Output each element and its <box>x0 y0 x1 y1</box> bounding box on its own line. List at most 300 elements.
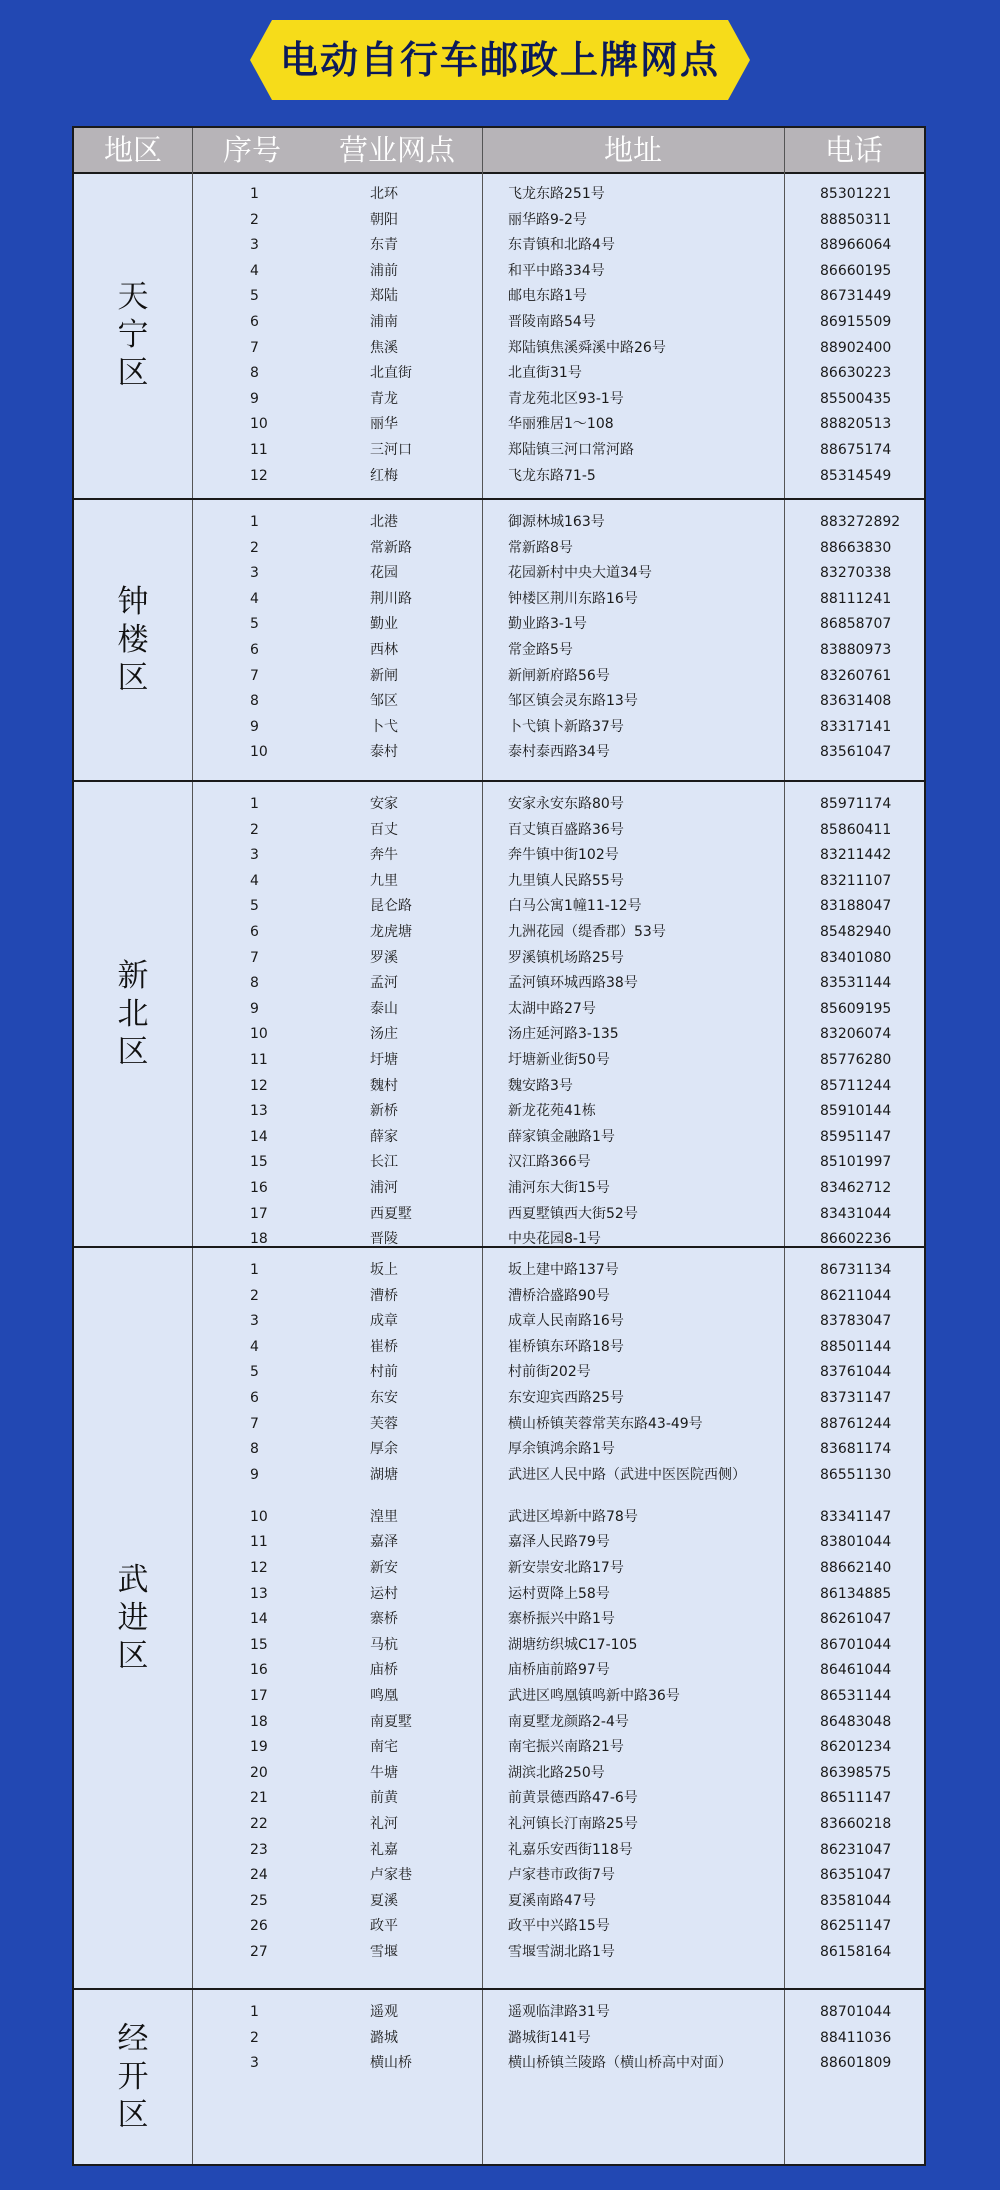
title-banner <box>250 20 750 100</box>
row-seq: 5 <box>250 898 259 915</box>
row-seq: 3 <box>250 1313 259 1330</box>
row-outlet: 芙蓉 <box>370 1415 398 1432</box>
row-address: 浦河东大街15号 <box>508 1180 610 1196</box>
row-address: 礼河镇长汀南路25号 <box>508 1816 638 1832</box>
row-seq: 2 <box>250 821 259 838</box>
row-outlet: 龙虎塘 <box>370 924 412 940</box>
row-phone: 88663830 <box>820 539 892 556</box>
header-address: 地址 <box>603 133 662 167</box>
row-seq: 22 <box>250 1816 268 1832</box>
row-phone: 85301221 <box>820 186 892 202</box>
table-row <box>74 689 924 714</box>
row-phone: 88675174 <box>820 442 892 458</box>
table-row <box>74 1658 924 1683</box>
table-row <box>74 1099 924 1124</box>
row-phone: 86461044 <box>820 1662 892 1679</box>
table-row <box>74 1761 924 1786</box>
table-row <box>74 664 924 689</box>
row-phone: 83206074 <box>820 1026 892 1043</box>
row-address: 百丈镇百盛路36号 <box>508 821 624 838</box>
row-phone: 85711244 <box>820 1077 892 1094</box>
row-seq: 27 <box>250 1944 268 1960</box>
row-outlet: 浦前 <box>370 262 398 279</box>
row-phone: 83880973 <box>820 642 892 658</box>
row-address: 九里镇人民路55号 <box>508 872 624 889</box>
district-section <box>74 1248 924 1990</box>
row-outlet: 前黄 <box>370 1790 398 1807</box>
row-phone: 86531144 <box>820 1688 892 1704</box>
row-phone: 86660195 <box>820 262 892 279</box>
row-seq: 14 <box>250 1128 268 1145</box>
row-address: 九洲花园（缇香郡）53号 <box>508 924 666 940</box>
row-phone: 86483048 <box>820 1713 892 1730</box>
row-outlet: 邹区 <box>370 693 398 710</box>
table-row <box>74 1530 924 1555</box>
row-seq: 20 <box>250 1764 268 1781</box>
row-outlet: 遥观 <box>370 2004 398 2020</box>
row-seq: 16 <box>250 1662 268 1679</box>
row-seq: 13 <box>250 1585 268 1602</box>
row-phone: 86602236 <box>820 1231 892 1248</box>
row-seq: 1 <box>250 1262 259 1278</box>
row-address: 村前街202号 <box>508 1364 591 1381</box>
row-address: 运村贾降上58号 <box>508 1585 610 1602</box>
table-row <box>74 510 924 535</box>
table-row <box>74 438 924 463</box>
row-phone: 86261047 <box>820 1611 892 1628</box>
row-seq: 10 <box>250 416 268 433</box>
table-row <box>74 1710 924 1735</box>
row-address: 东安迎宾西路25号 <box>508 1390 624 1406</box>
row-outlet: 夏溪 <box>370 1892 398 1909</box>
row-outlet: 嘉泽 <box>370 1534 398 1551</box>
row-phone: 83783047 <box>820 1313 892 1330</box>
table-row <box>74 1940 924 1965</box>
row-outlet: 圩塘 <box>370 1052 398 1068</box>
row-seq: 12 <box>250 467 268 484</box>
row-outlet: 东青 <box>370 237 398 254</box>
row-address: 太湖中路27号 <box>508 1000 596 1017</box>
row-outlet: 青龙 <box>370 390 398 407</box>
table-row <box>74 612 924 637</box>
row-phone: 88701044 <box>820 2004 892 2020</box>
row-seq: 6 <box>250 924 259 940</box>
row-outlet: 浦南 <box>370 314 398 330</box>
table-row <box>74 1786 924 1811</box>
row-address: 新闸新府路56号 <box>508 667 610 684</box>
row-phone: 83270338 <box>820 565 892 582</box>
page-title: 电动自行车邮政上牌网点 <box>279 38 720 82</box>
row-seq: 16 <box>250 1180 268 1196</box>
row-phone: 86630223 <box>820 365 892 382</box>
row-seq: 23 <box>250 1841 268 1858</box>
row-seq: 6 <box>250 1390 259 1406</box>
row-outlet: 郑陆 <box>370 288 398 305</box>
row-address: 庙桥庙前路97号 <box>508 1662 610 1679</box>
table-row <box>74 387 924 412</box>
table-row <box>74 1463 924 1505</box>
row-phone: 86231047 <box>820 1841 892 1858</box>
table-row <box>74 1556 924 1581</box>
row-phone: 86915509 <box>820 314 892 330</box>
row-seq: 4 <box>250 590 259 607</box>
row-address: 夏溪南路47号 <box>508 1892 596 1909</box>
table-row <box>74 997 924 1022</box>
row-address: 嘉泽人民路79号 <box>508 1534 610 1551</box>
district-section <box>74 782 924 1248</box>
row-seq: 11 <box>250 1534 268 1551</box>
row-phone: 83761044 <box>820 1364 892 1381</box>
header-district: 地区 <box>103 133 162 167</box>
row-outlet: 牛塘 <box>370 1764 398 1781</box>
row-outlet: 常新路 <box>370 539 412 556</box>
row-address: 成章人民南路16号 <box>508 1313 624 1330</box>
table-row <box>74 1838 924 1863</box>
row-phone: 83341147 <box>820 1508 892 1525</box>
row-outlet: 卢家巷 <box>370 1867 412 1884</box>
table-row <box>74 310 924 335</box>
row-phone: 88662140 <box>820 1560 892 1576</box>
row-seq: 6 <box>250 642 259 658</box>
row-address: 孟河镇环城西路38号 <box>508 975 638 992</box>
table-row <box>74 284 924 309</box>
district-label: 经开区 <box>117 2021 149 2133</box>
row-outlet: 新桥 <box>370 1103 398 1120</box>
row-address: 华丽雅居1～108 <box>508 416 614 433</box>
row-seq: 11 <box>250 442 268 458</box>
row-address: 新龙花苑41栋 <box>508 1103 596 1120</box>
row-outlet: 厚余 <box>370 1441 398 1458</box>
row-seq: 1 <box>250 796 259 812</box>
row-outlet: 勤业 <box>370 616 398 633</box>
row-phone: 86211044 <box>820 1287 892 1304</box>
row-address: 东青镇和北路4号 <box>508 237 615 254</box>
row-phone: 85101997 <box>820 1154 892 1171</box>
row-outlet: 崔桥 <box>370 1338 398 1355</box>
district-label: 钟楼区 <box>117 584 149 696</box>
table-row <box>74 1863 924 1888</box>
row-outlet: 朝阳 <box>370 211 398 228</box>
row-outlet: 花园 <box>370 565 398 582</box>
row-address: 勤业路3-1号 <box>508 616 587 633</box>
table-row <box>74 182 924 207</box>
row-address: 邹区镇会灵东路13号 <box>508 693 638 710</box>
row-phone: 83431044 <box>820 1205 892 1222</box>
row-phone: 85500435 <box>820 390 892 407</box>
row-address: 潞城街141号 <box>508 2029 591 2046</box>
table-row <box>74 638 924 663</box>
row-address: 郑陆镇焦溪舜溪中路26号 <box>508 339 666 356</box>
row-seq: 18 <box>250 1231 268 1248</box>
header-phone: 电话 <box>824 133 883 167</box>
row-seq: 4 <box>250 1338 259 1355</box>
row-address: 新安崇安北路17号 <box>508 1560 624 1576</box>
row-address: 武进区埠新中路78号 <box>508 1508 638 1525</box>
row-seq: 15 <box>250 1154 268 1171</box>
table-row <box>74 1074 924 1099</box>
row-address: 厚余镇鸿余路1号 <box>508 1441 615 1458</box>
row-outlet: 寨桥 <box>370 1611 398 1628</box>
row-seq: 1 <box>250 186 259 202</box>
row-phone: 85951147 <box>820 1128 892 1145</box>
row-phone: 83801044 <box>820 1534 892 1551</box>
row-address: 崔桥镇东环路18号 <box>508 1338 624 1355</box>
table-row <box>74 1386 924 1411</box>
row-phone: 88411036 <box>820 2029 892 2046</box>
row-seq: 7 <box>250 949 259 966</box>
row-phone: 88761244 <box>820 1415 892 1432</box>
row-outlet: 湟里 <box>370 1508 398 1525</box>
row-outlet: 北直街 <box>370 365 412 382</box>
table-row <box>74 1284 924 1309</box>
row-phone: 86251147 <box>820 1918 892 1935</box>
row-outlet: 西林 <box>370 642 398 658</box>
outlet-table <box>72 126 926 2166</box>
row-seq: 5 <box>250 288 259 305</box>
row-phone: 88111241 <box>820 590 892 607</box>
table-row <box>74 1309 924 1334</box>
row-phone: 83731147 <box>820 1390 892 1406</box>
row-outlet: 荆川路 <box>370 590 412 607</box>
row-seq: 9 <box>250 1466 259 1483</box>
row-phone: 83317141 <box>820 718 892 735</box>
row-address: 钟楼区荆川东路16号 <box>508 590 638 607</box>
row-phone: 86511147 <box>820 1790 892 1807</box>
table-row <box>74 843 924 868</box>
row-phone: 88501144 <box>820 1338 892 1355</box>
row-seq: 2 <box>250 2029 259 2046</box>
row-outlet: 成章 <box>370 1313 398 1330</box>
row-seq: 2 <box>250 1287 259 1304</box>
table-row <box>74 2051 924 2093</box>
row-address: 安家永安东路80号 <box>508 796 624 812</box>
table-row <box>74 1735 924 1760</box>
row-outlet: 东安 <box>370 1390 398 1406</box>
row-outlet: 卜弋 <box>370 718 398 735</box>
table-row <box>74 715 924 740</box>
row-outlet: 新安 <box>370 1560 398 1576</box>
row-phone: 85314549 <box>820 467 892 484</box>
row-seq: 24 <box>250 1867 268 1884</box>
row-address: 前黄景德西路47-6号 <box>508 1790 638 1807</box>
row-address: 横山桥镇芙蓉常芙东路43-49号 <box>508 1415 703 1432</box>
row-address: 西夏墅镇西大街52号 <box>508 1205 638 1222</box>
table-row <box>74 2000 924 2025</box>
table-row <box>74 1048 924 1073</box>
row-outlet: 村前 <box>370 1364 398 1381</box>
row-outlet: 南宅 <box>370 1739 398 1756</box>
row-phone: 88966064 <box>820 237 892 254</box>
row-phone: 88850311 <box>820 211 892 228</box>
table-row <box>74 1202 924 1227</box>
row-address: 薛家镇金融路1号 <box>508 1128 615 1145</box>
row-phone: 83260761 <box>820 667 892 684</box>
row-outlet: 九里 <box>370 872 398 889</box>
row-outlet: 潞城 <box>370 2029 398 2046</box>
row-seq: 21 <box>250 1790 268 1807</box>
table-row <box>74 1914 924 1939</box>
table-row <box>74 1582 924 1607</box>
row-phone: 88601809 <box>820 2055 892 2072</box>
row-seq: 12 <box>250 1077 268 1094</box>
table-row <box>74 818 924 843</box>
row-address: 魏安路3号 <box>508 1077 573 1094</box>
row-seq: 7 <box>250 339 259 356</box>
row-address: 湖塘纺织城C17-105 <box>508 1636 638 1653</box>
row-phone: 85860411 <box>820 821 892 838</box>
row-phone: 86731134 <box>820 1262 892 1278</box>
row-outlet: 晋陵 <box>370 1231 398 1248</box>
row-address: 漕桥洽盛路90号 <box>508 1287 610 1304</box>
row-seq: 8 <box>250 975 259 992</box>
row-address: 御源林城163号 <box>508 514 605 530</box>
row-phone: 83631408 <box>820 693 892 710</box>
row-phone: 86701044 <box>820 1636 892 1653</box>
row-seq: 1 <box>250 514 259 530</box>
row-phone: 86134885 <box>820 1585 892 1602</box>
row-address: 郑陆镇三河口常河路 <box>508 442 634 458</box>
row-phone: 85910144 <box>820 1103 892 1120</box>
row-seq: 5 <box>250 1364 259 1381</box>
row-outlet: 雪堰 <box>370 1944 398 1960</box>
row-seq: 7 <box>250 1415 259 1432</box>
row-outlet: 长江 <box>370 1154 398 1171</box>
row-phone: 83581044 <box>820 1892 892 1909</box>
row-outlet: 鸣凰 <box>370 1688 398 1704</box>
row-phone: 883272892 <box>820 514 901 530</box>
row-address: 南夏墅龙颜路2-4号 <box>508 1713 629 1730</box>
row-address: 礼嘉乐安西街118号 <box>508 1841 633 1858</box>
table-row <box>74 1684 924 1709</box>
row-outlet: 北港 <box>370 514 398 530</box>
row-phone: 86158164 <box>820 1944 892 1960</box>
row-phone: 88902400 <box>820 339 892 356</box>
row-seq: 12 <box>250 1560 268 1576</box>
table-row <box>74 361 924 386</box>
row-address: 晋陵南路54号 <box>508 314 596 330</box>
row-seq: 17 <box>250 1205 268 1222</box>
district-section <box>74 172 924 500</box>
row-phone: 86551130 <box>820 1466 892 1483</box>
row-outlet: 礼嘉 <box>370 1841 398 1858</box>
row-seq: 15 <box>250 1636 268 1653</box>
row-outlet: 南夏墅 <box>370 1713 412 1730</box>
row-seq: 13 <box>250 1103 268 1120</box>
row-outlet: 魏村 <box>370 1077 398 1094</box>
row-address: 政平中兴路15号 <box>508 1918 610 1935</box>
row-seq: 3 <box>250 237 259 254</box>
row-seq: 9 <box>250 390 259 407</box>
row-address: 飞龙东路251号 <box>508 186 605 202</box>
table-row <box>74 259 924 284</box>
table-row <box>74 233 924 258</box>
table-row <box>74 1889 924 1914</box>
row-phone: 85776280 <box>820 1052 892 1068</box>
row-address: 邮电东路1号 <box>508 288 587 305</box>
table-row <box>74 1176 924 1201</box>
row-outlet: 奔牛 <box>370 847 398 864</box>
table-row <box>74 2026 924 2051</box>
row-address: 青龙苑北区93-1号 <box>508 390 624 407</box>
row-address: 白马公寓1幢11-12号 <box>508 898 642 915</box>
row-address: 罗溪镇机场路25号 <box>508 949 624 966</box>
district-label: 武进区 <box>117 1562 149 1674</box>
table-row <box>74 740 924 765</box>
row-seq: 25 <box>250 1892 268 1909</box>
row-phone: 83401080 <box>820 949 892 966</box>
row-address: 中央花园8-1号 <box>508 1231 601 1248</box>
row-outlet: 北环 <box>370 186 398 202</box>
row-seq: 11 <box>250 1052 268 1068</box>
row-phone: 85971174 <box>820 796 892 812</box>
row-address: 圩塘新业街50号 <box>508 1052 610 1068</box>
table-row <box>74 1505 924 1530</box>
row-seq: 9 <box>250 718 259 735</box>
row-seq: 4 <box>250 872 259 889</box>
row-seq: 3 <box>250 847 259 864</box>
row-outlet: 庙桥 <box>370 1662 398 1679</box>
table-row <box>74 208 924 233</box>
row-seq: 4 <box>250 262 259 279</box>
table-row <box>74 869 924 894</box>
row-seq: 9 <box>250 1000 259 1017</box>
row-outlet: 漕桥 <box>370 1287 398 1304</box>
row-seq: 10 <box>250 744 268 761</box>
row-phone: 83188047 <box>820 898 892 915</box>
header-seq: 序号 <box>222 133 281 167</box>
table-row <box>74 894 924 919</box>
row-outlet: 泰山 <box>370 1000 398 1017</box>
row-outlet: 昆仑路 <box>370 898 412 915</box>
row-address: 南宅振兴南路21号 <box>508 1739 624 1756</box>
row-outlet: 马杭 <box>370 1636 398 1653</box>
row-outlet: 政平 <box>370 1918 398 1935</box>
row-address: 汤庄延河路3-135 <box>508 1026 619 1043</box>
row-seq: 8 <box>250 1441 259 1458</box>
row-seq: 2 <box>250 211 259 228</box>
row-phone: 83561047 <box>820 744 892 761</box>
row-seq: 8 <box>250 693 259 710</box>
table-row <box>74 1633 924 1658</box>
row-phone: 86351047 <box>820 1867 892 1884</box>
table-row <box>74 946 924 971</box>
row-outlet: 罗溪 <box>370 949 398 966</box>
row-outlet: 百丈 <box>370 821 398 838</box>
table-row <box>74 1412 924 1437</box>
table-row <box>74 1812 924 1837</box>
row-address: 北直街31号 <box>508 365 582 382</box>
table-row <box>74 561 924 586</box>
row-outlet: 运村 <box>370 1585 398 1602</box>
row-seq: 26 <box>250 1918 268 1935</box>
row-address: 常金路5号 <box>508 642 573 658</box>
row-outlet: 汤庄 <box>370 1026 398 1043</box>
table-row <box>74 1258 924 1283</box>
row-outlet: 坂上 <box>370 1262 398 1278</box>
row-seq: 3 <box>250 2055 259 2072</box>
row-outlet: 泰村 <box>370 744 398 761</box>
row-seq: 14 <box>250 1611 268 1628</box>
row-outlet: 薛家 <box>370 1128 398 1145</box>
table-row <box>74 971 924 996</box>
row-address: 常新路8号 <box>508 539 573 556</box>
row-phone: 83681174 <box>820 1441 892 1458</box>
district-label: 天宁区 <box>117 279 149 391</box>
row-seq: 8 <box>250 365 259 382</box>
table-row <box>74 1607 924 1632</box>
row-outlet: 礼河 <box>370 1816 398 1832</box>
table-row <box>74 336 924 361</box>
